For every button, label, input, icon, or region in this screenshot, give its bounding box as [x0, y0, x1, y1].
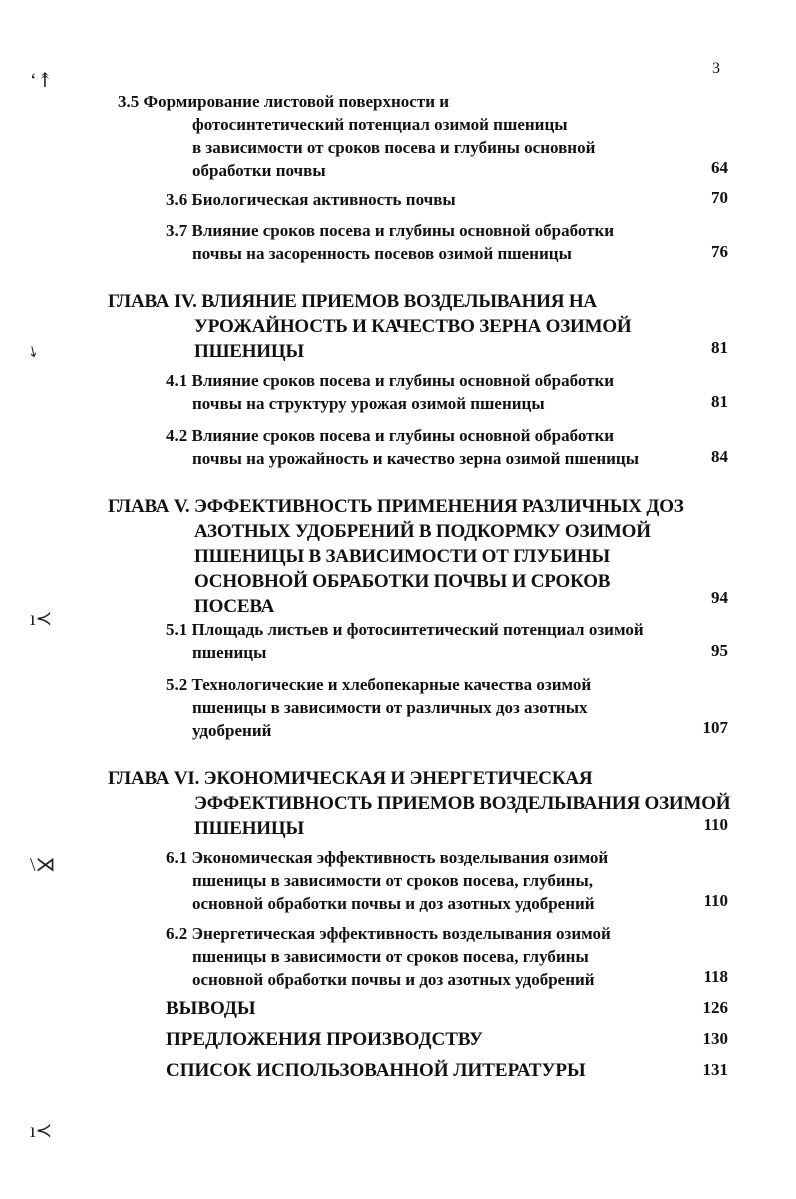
- margin-mark: ⭏: [30, 340, 37, 362]
- toc-page-number: 64: [711, 158, 728, 177]
- toc-page-number: 118: [703, 967, 728, 986]
- margin-mark: ‘↟: [30, 70, 54, 92]
- margin-mark: ı≺: [30, 1120, 53, 1142]
- toc-page-number: 107: [702, 718, 728, 737]
- margin-mark: \⋊: [30, 854, 56, 876]
- toc-page-number: 81: [711, 338, 728, 357]
- toc-entry-4-2: 4.2 Влияние сроков посева и глубины основной обработки почвы на урожайность и качество зерна озимой пшеницы: [166, 426, 639, 468]
- toc-page-number: 126: [702, 998, 728, 1017]
- toc-conclusions: ВЫВОДЫ: [166, 998, 256, 1019]
- toc-page-number: 94: [711, 588, 728, 607]
- toc-page-number: 110: [703, 815, 728, 834]
- toc-chapter-4: ГЛАВА IV. ВЛИЯНИЕ ПРИЕМОВ ВОЗДЕЛЫВАНИЯ НА УРОЖАЙНОСТЬ И КАЧЕСТВО ЗЕРНА ОЗИМОЙ ПШЕНИЦЫ: [108, 291, 632, 362]
- toc-entry-5-2: 5.2 Технологические и хлебопекарные качества озимой пшеницы в зависимости от различных доз азотных удобрений: [166, 675, 592, 740]
- toc-references: СПИСОК ИСПОЛЬЗОВАННОЙ ЛИТЕРАТУРЫ: [166, 1060, 586, 1081]
- toc-page-number: 76: [711, 242, 728, 261]
- toc-proposals: ПРЕДЛОЖЕНИЯ ПРОИЗВОДСТВУ: [166, 1029, 483, 1050]
- toc-entry-5-1: 5.1 Площадь листьев и фотосинтетический потенциал озимой пшеницы: [166, 620, 644, 662]
- toc-entry-6-2: 6.2 Энергетическая эффективность возделывания озимой пшеницы в зависимости от сроков посева, глубины основной обработки почвы и доз азотных удобрений: [166, 924, 611, 989]
- toc-page-number: 84: [711, 447, 728, 466]
- toc-page-number: 130: [702, 1029, 728, 1048]
- margin-mark: ı≺: [30, 608, 53, 630]
- toc-page-number: 81: [711, 392, 728, 411]
- toc-chapter-6: ГЛАВА VI. ЭКОНОМИЧЕСКАЯ И ЭНЕРГЕТИЧЕСКАЯ ЭФФЕКТИВНОСТЬ ПРИЕМОВ ВОЗДЕЛЫВАНИЯ ОЗИМОЙ ПШЕНИЦЫ: [108, 768, 731, 839]
- page-number: 3: [712, 60, 720, 77]
- toc-entry-3-7: 3.7 Влияние сроков посева и глубины основной обработки почвы на засоренность посевов озимой пшеницы: [166, 221, 615, 263]
- toc-entry-3-6: 3.6 Биологическая активность почвы: [166, 190, 456, 209]
- toc-entry-6-1: 6.1 Экономическая эффективность возделывания озимой пшеницы в зависимости от сроков посева, глубины, основной обработки почвы и доз азотных удобрений: [166, 848, 609, 913]
- toc-page-number: 110: [703, 891, 728, 910]
- toc-page-number: 131: [702, 1060, 728, 1079]
- toc-entry-4-1: 4.1 Влияние сроков посева и глубины основной обработки почвы на структуру урожая озимой пшеницы: [166, 371, 615, 413]
- toc-page-number: 95: [711, 641, 728, 660]
- toc-page-number: 70: [711, 188, 728, 207]
- toc-entry-3-5: 3.5 Формирование листовой поверхности и фотосинтетический потенциал озимой пшеницы в зависимости от сроков посева и глубины основной обработки почвы: [118, 92, 596, 180]
- toc-chapter-5: ГЛАВА V. ЭФФЕКТИВНОСТЬ ПРИМЕНЕНИЯ РАЗЛИЧНЫХ ДОЗ АЗОТНЫХ УДОБРЕНИЙ В ПОДКОРМКУ ОЗИМОЙ ПШЕНИЦЫ В ЗАВИСИМОСТИ ОТ ГЛУБИНЫ ОСНОВНОЙ ОБРАБОТКИ ПОЧВЫ И СРОКОВ ПОСЕВА: [108, 496, 684, 617]
